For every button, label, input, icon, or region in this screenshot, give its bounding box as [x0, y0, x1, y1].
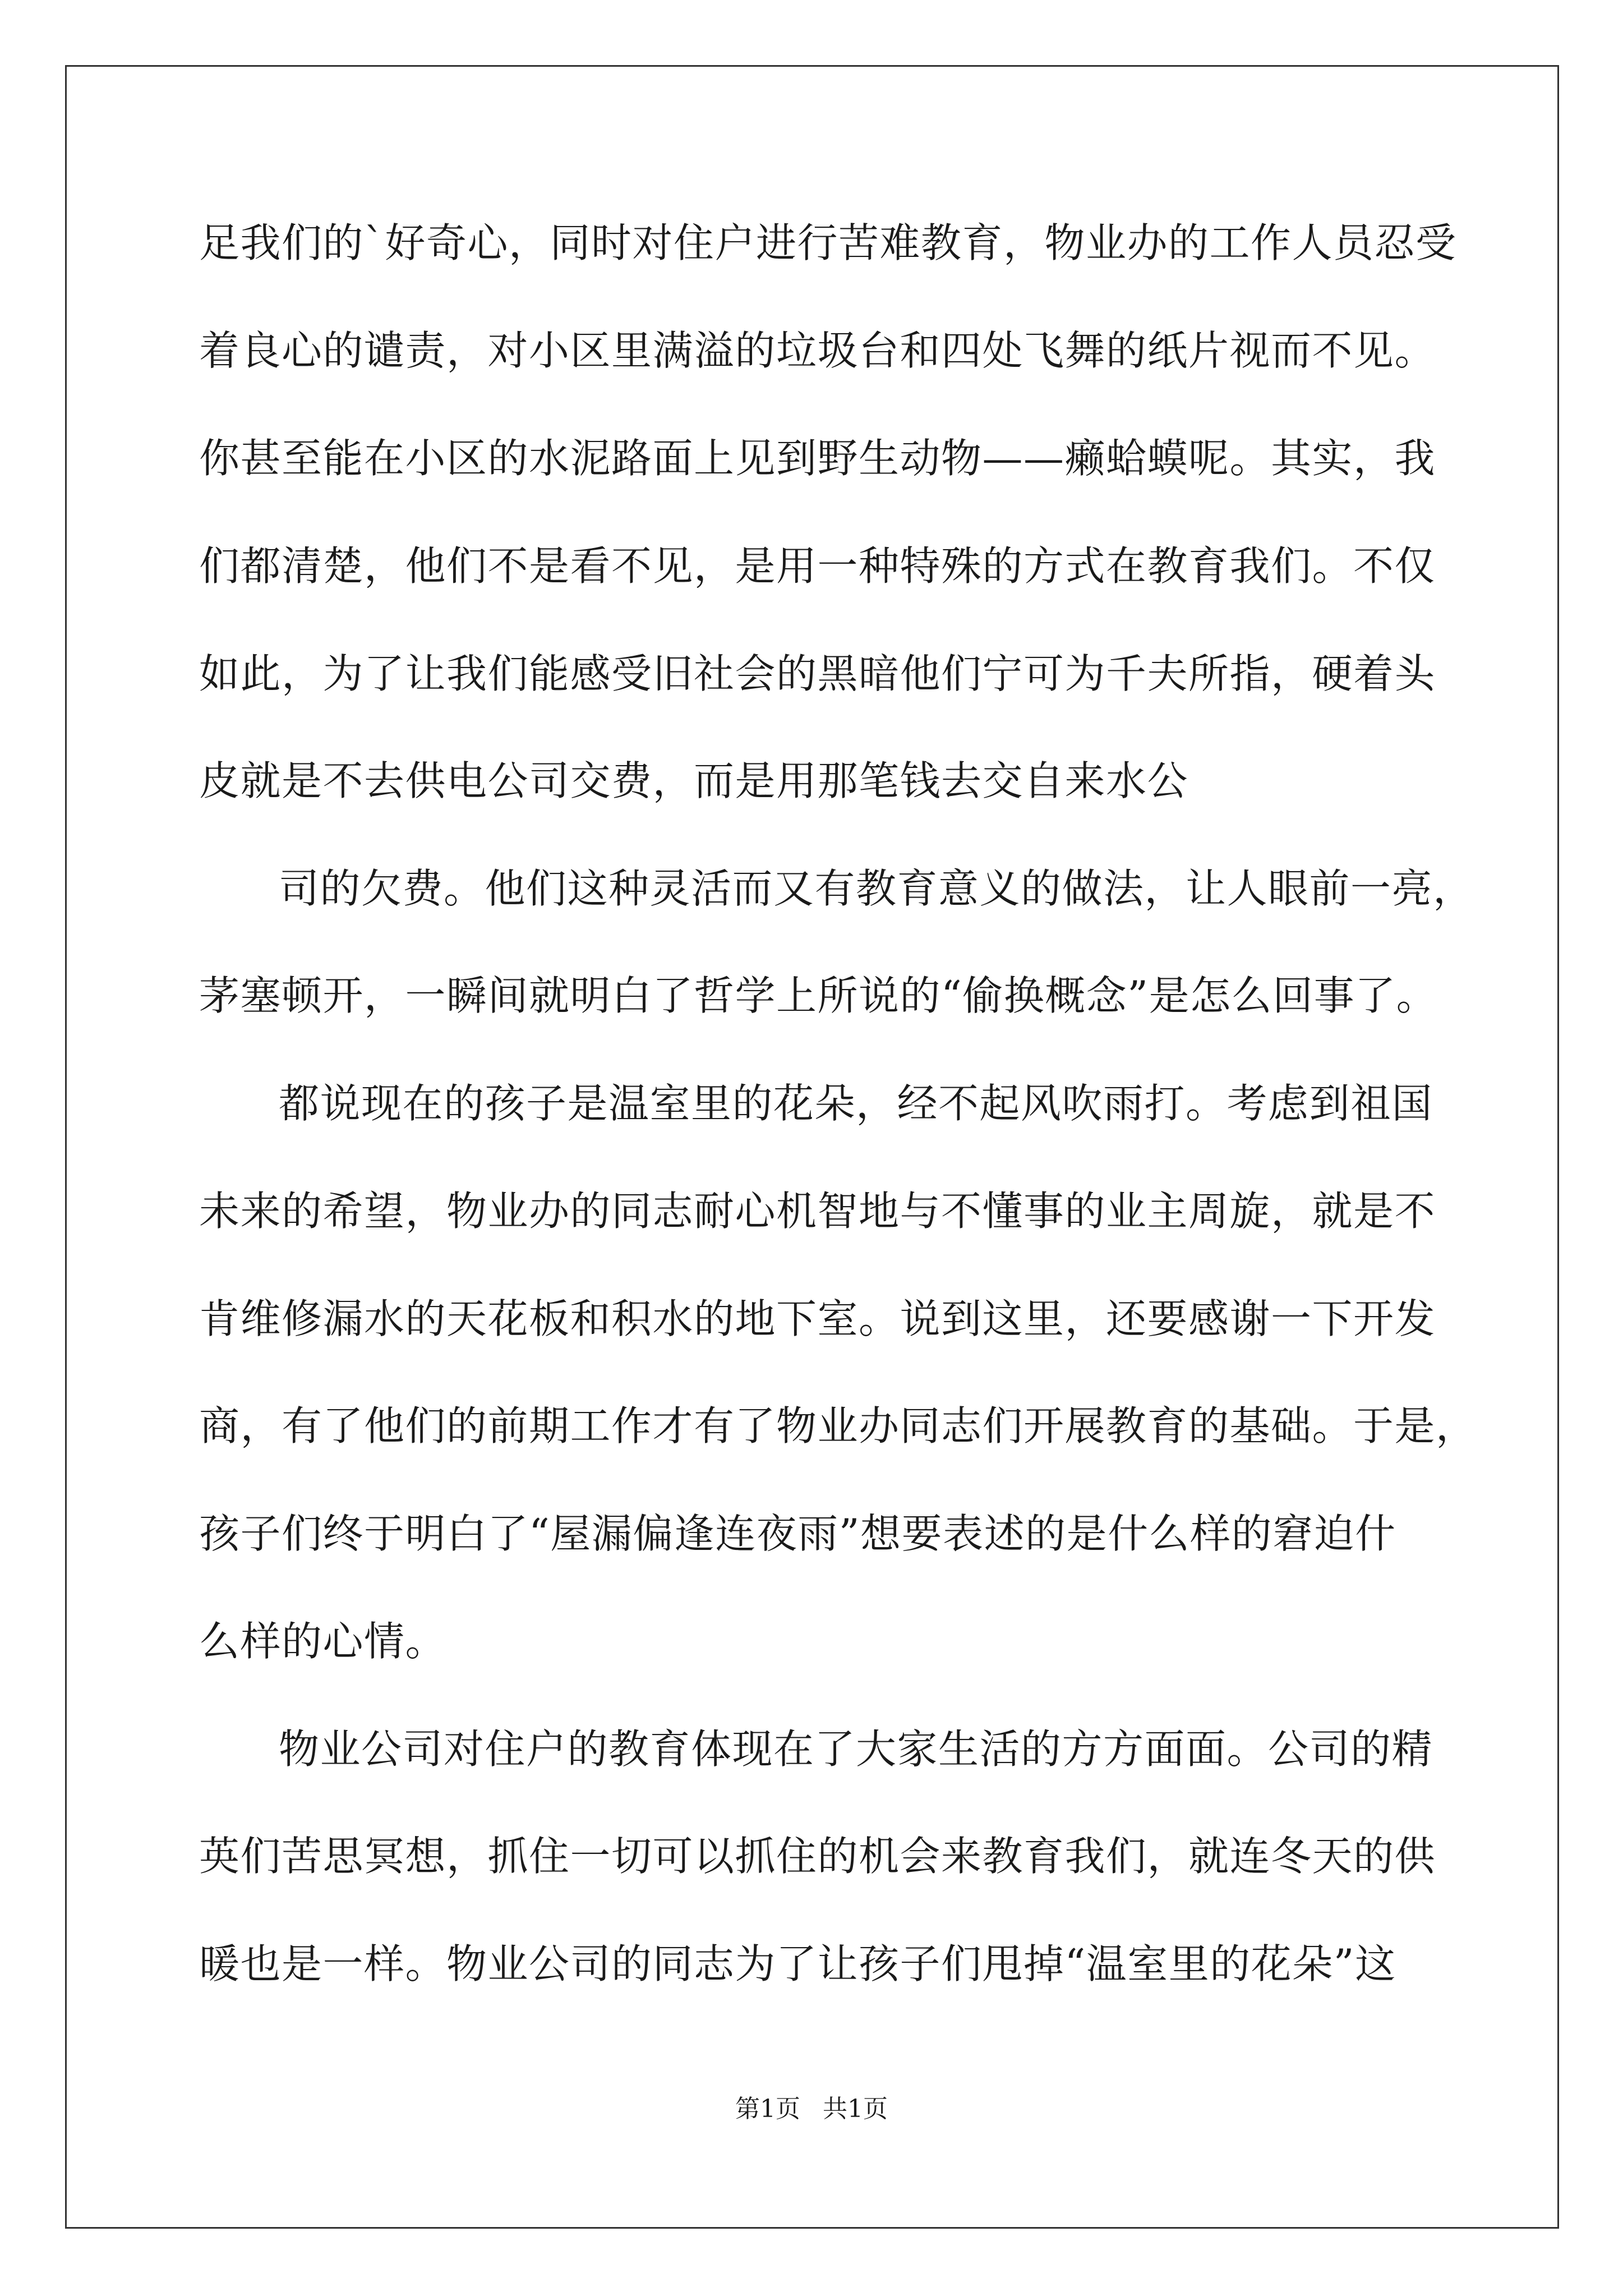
text-line: 英们苦思冥想，抓住一切可以抓住的机会来教育我们，就连冬天的供 [199, 1833, 1436, 1880]
text-line: 暖也是一样。物业公司的同志为了让孩子们甩掉“温室里的花朵”这 [199, 1940, 1396, 1987]
text-line: 着良心的谴责，对小区里满溢的垃圾台和四处飞舞的纸片视而不见。 [199, 327, 1436, 374]
text-line: 么样的心情。 [199, 1618, 447, 1665]
text-line: 你甚至能在小区的水泥路面上见到野生动物——癞蛤蟆呢。其实，我 [199, 435, 1436, 482]
text-line: 肯维修漏水的天花板和积水的地下室。说到这里，还要感谢一下开发 [199, 1295, 1436, 1342]
text-line: 都说现在的孩子是温室里的花朵，经不起风吹雨打。考虑到祖国 [279, 1080, 1433, 1127]
text-line: 如此，为了让我们能感受旧社会的黑暗他们宁可为千夫所指，硬着头 [199, 650, 1436, 697]
text-line: 茅塞顿开，一瞬间就明白了哲学上所说的“偷换概念”是怎么回事了。 [199, 972, 1438, 1019]
text-line: 物业公司对住户的教育体现在了大家生活的方方面面。公司的精 [279, 1726, 1433, 1773]
text-line: 未来的希望，物业办的同志耐心机智地与不懂事的业主周旋，就是不 [199, 1188, 1436, 1235]
page-total: 共1页 [823, 2095, 888, 2123]
text-line: 们都清楚，他们不是看不见，是用一种特殊的方式在教育我们。不仅 [199, 542, 1436, 590]
text-line: 孩子们终于明白了“屋漏偏逢连夜雨”想要表述的是什么样的窘迫什 [199, 1510, 1396, 1557]
page-number: 第1页 [735, 2095, 800, 2123]
text-line: 司的欠费。他们这种灵活而又有教育意义的做法，让人眼前一亮， [279, 865, 1474, 912]
text-line: 足我们的`好奇心，同时对住户进行苦难教育，物业办的工作人员忍受 [199, 219, 1457, 266]
text-line: 皮就是不去供电公司交费，而是用那笔钱去交自来水公 [199, 757, 1189, 804]
page-footer [0, 2092, 1623, 2126]
page-border [65, 65, 1559, 2229]
text-line: 商，有了他们的前期工作才有了物业办同志们开展教育的基础。于是， [199, 1402, 1477, 1450]
